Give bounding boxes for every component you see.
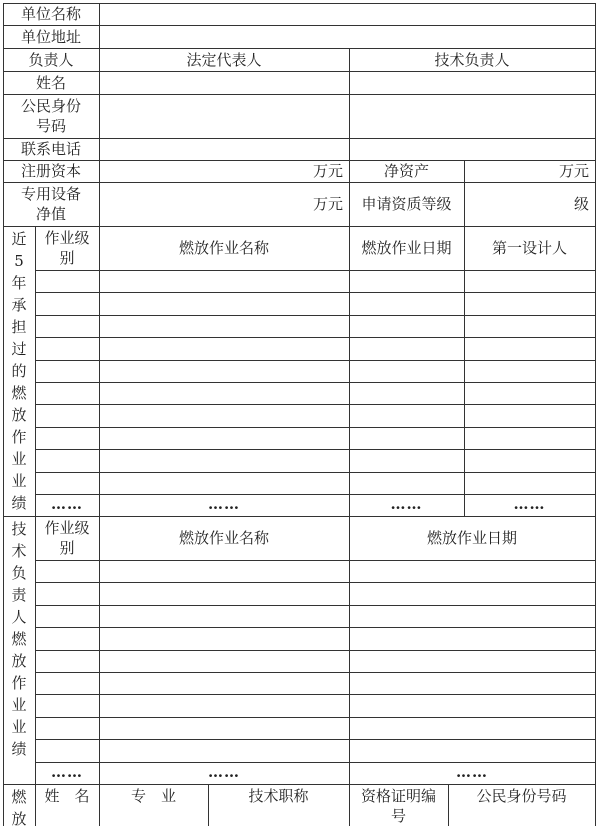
perf5-row-9-designer[interactable] xyxy=(464,449,595,471)
perf5-row-9-op-level[interactable] xyxy=(35,449,99,471)
tech-perf-row-4-op-date[interactable] xyxy=(349,627,595,649)
perf5-row-9-op-date[interactable] xyxy=(349,449,464,471)
tech-perf-row-2-op-name[interactable] xyxy=(99,582,349,604)
perf5-row-3-op-date[interactable] xyxy=(349,315,464,337)
tech-perf-row-4-op-name[interactable] xyxy=(99,627,349,649)
tech-perf-row-7-op-level[interactable] xyxy=(35,694,99,716)
perf5-row-7-op-level[interactable] xyxy=(35,404,99,426)
grid-line xyxy=(595,3,596,826)
tech-perf-row-6-op-name[interactable] xyxy=(99,672,349,694)
unit-name-label: 单位名称 xyxy=(20,5,81,23)
staff-id-header: 公民身份号码 xyxy=(476,787,567,805)
perf5-row-4-op-name[interactable] xyxy=(99,337,349,359)
perf5-row-3-op-name[interactable] xyxy=(99,315,349,337)
tech-perf-row-9-op-date[interactable] xyxy=(349,739,595,761)
tech-perf-row-5-op-name[interactable] xyxy=(99,650,349,672)
tech-perf-row-7-op-date[interactable] xyxy=(349,694,595,716)
phone-label: 联系电话 xyxy=(20,140,81,158)
perf5-row-1-op-name[interactable] xyxy=(99,270,349,292)
tech-perf-row-8-op-date[interactable] xyxy=(349,717,595,739)
perf5-row-4-designer[interactable] xyxy=(464,337,595,359)
reg-capital-label: 注册资本 xyxy=(20,162,81,180)
perf5-row-10-op-name[interactable] xyxy=(99,472,349,494)
tech-perf-row-3-op-name[interactable] xyxy=(99,605,349,627)
perf5-ellipsis-designer: …… xyxy=(513,495,546,513)
perf5-row-8-op-name[interactable] xyxy=(99,427,349,449)
perf5-row-5-op-level[interactable] xyxy=(35,360,99,382)
id-number-label: 公民身份 号码 xyxy=(20,97,81,135)
perf5-row-8-designer[interactable] xyxy=(464,427,595,449)
perf5-row-6-op-date[interactable] xyxy=(349,382,464,404)
legal-rep-name-field[interactable] xyxy=(99,71,349,94)
tech-perf-row-9-op-name[interactable] xyxy=(99,739,349,761)
staff-cert-header: 资格证明编 号 xyxy=(360,787,436,825)
tech-perf-row-2-op-level[interactable] xyxy=(35,582,99,604)
tech-perf-row-1-op-name[interactable] xyxy=(99,560,349,582)
tech-perf-row-5-op-date[interactable] xyxy=(349,650,595,672)
equipment-field[interactable]: 万元 xyxy=(312,195,343,213)
responsible-label: 负责人 xyxy=(28,50,74,69)
reg-capital-field[interactable]: 万元 xyxy=(312,162,343,180)
net-assets-label: 净资产 xyxy=(383,162,429,180)
tech-lead-label: 技术负责人 xyxy=(434,50,510,69)
perf5-row-2-designer[interactable] xyxy=(464,292,595,314)
tech-perf-row-5-op-level[interactable] xyxy=(35,650,99,672)
tech-perf-ellipsis-op-level: …… xyxy=(51,763,83,781)
perf5-ellipsis-op-date: …… xyxy=(390,495,423,513)
tech-lead-phone-field[interactable] xyxy=(349,138,595,160)
legal-rep-id-field[interactable] xyxy=(99,94,349,138)
tech-perf-row-2-op-date[interactable] xyxy=(349,582,595,604)
legal-rep-phone-field[interactable] xyxy=(99,138,349,160)
staff-side-label: 燃 放 xyxy=(11,788,27,826)
perf5-ellipsis-op-level: …… xyxy=(51,495,83,513)
tech-lead-name-field[interactable] xyxy=(349,71,595,94)
perf5-op-level-header: 作业级 别 xyxy=(44,229,90,267)
perf5-row-10-designer[interactable] xyxy=(464,472,595,494)
perf5-row-2-op-name[interactable] xyxy=(99,292,349,314)
unit-address-label: 单位地址 xyxy=(20,27,81,46)
perf5-row-1-op-date[interactable] xyxy=(349,270,464,292)
tech-perf-side-label: 技 术 负 责 人 燃 放 作 业 业 绩 xyxy=(11,520,27,758)
perf5-row-4-op-date[interactable] xyxy=(349,337,464,359)
perf5-designer-header: 第一设计人 xyxy=(491,239,567,257)
perf5-row-10-op-date[interactable] xyxy=(349,472,464,494)
perf5-row-2-op-date[interactable] xyxy=(349,292,464,314)
staff-name-header: 姓 名 xyxy=(44,787,90,805)
perf5-row-7-op-name[interactable] xyxy=(99,404,349,426)
tech-perf-row-1-op-date[interactable] xyxy=(349,560,595,582)
perf5-op-name-header: 燃放作业名称 xyxy=(178,239,269,257)
perf5-row-7-designer[interactable] xyxy=(464,404,595,426)
net-assets-field[interactable]: 万元 xyxy=(558,162,589,180)
perf5-row-9-op-name[interactable] xyxy=(99,449,349,471)
perf5-row-6-designer[interactable] xyxy=(464,382,595,404)
tech-perf-row-6-op-date[interactable] xyxy=(349,672,595,694)
perf5-row-5-op-name[interactable] xyxy=(99,360,349,382)
perf5-row-1-designer[interactable] xyxy=(464,270,595,292)
perf5-row-3-op-level[interactable] xyxy=(35,315,99,337)
tech-perf-row-6-op-level[interactable] xyxy=(35,672,99,694)
tech-perf-row-3-op-date[interactable] xyxy=(349,605,595,627)
tech-perf-row-3-op-level[interactable] xyxy=(35,605,99,627)
perf5-row-2-op-level[interactable] xyxy=(35,292,99,314)
tech-perf-row-1-op-level[interactable] xyxy=(35,560,99,582)
staff-title-header: 技术职称 xyxy=(248,787,309,805)
perf5-row-1-op-level[interactable] xyxy=(35,270,99,292)
perf5-row-8-op-date[interactable] xyxy=(349,427,464,449)
tech-lead-id-field[interactable] xyxy=(349,94,595,138)
perf5-row-4-op-level[interactable] xyxy=(35,337,99,359)
tech-perf-row-7-op-name[interactable] xyxy=(99,694,349,716)
perf5-row-6-op-name[interactable] xyxy=(99,382,349,404)
tech-perf-op-level-header: 作业级 别 xyxy=(44,519,90,557)
unit-address-field[interactable] xyxy=(99,25,595,48)
perf5-row-3-designer[interactable] xyxy=(464,315,595,337)
staff-major-header: 专 业 xyxy=(130,787,176,805)
tech-perf-row-8-op-level[interactable] xyxy=(35,717,99,739)
perf5-row-5-designer[interactable] xyxy=(464,360,595,382)
perf5-row-5-op-date[interactable] xyxy=(349,360,464,382)
apply-grade-label: 申请资质等级 xyxy=(361,195,452,213)
tech-perf-row-9-op-level[interactable] xyxy=(35,739,99,761)
tech-perf-ellipsis-op-name: …… xyxy=(208,763,240,781)
unit-name-field[interactable] xyxy=(99,3,595,25)
apply-grade-field[interactable]: 级 xyxy=(573,195,589,213)
tech-perf-row-4-op-level[interactable] xyxy=(35,627,99,649)
perf5-row-7-op-date[interactable] xyxy=(349,404,464,426)
perf5-side-label: 近 5 年 承 担 过 的 燃 放 作 业 业 绩 xyxy=(11,230,27,512)
perf5-ellipsis-op-name: …… xyxy=(208,495,240,513)
tech-perf-row-8-op-name[interactable] xyxy=(99,717,349,739)
perf5-row-10-op-level[interactable] xyxy=(35,472,99,494)
perf5-row-8-op-level[interactable] xyxy=(35,427,99,449)
legal-rep-label: 法定代表人 xyxy=(186,50,262,69)
perf5-row-6-op-level[interactable] xyxy=(35,382,99,404)
equipment-label: 专用设备 净值 xyxy=(20,185,81,223)
name-label: 姓名 xyxy=(35,73,66,92)
tech-perf-ellipsis-op-date: …… xyxy=(456,763,488,781)
tech-perf-op-name-header: 燃放作业名称 xyxy=(178,529,269,547)
perf5-op-date-header: 燃放作业日期 xyxy=(361,239,452,257)
tech-perf-op-date-header: 燃放作业日期 xyxy=(426,529,517,547)
